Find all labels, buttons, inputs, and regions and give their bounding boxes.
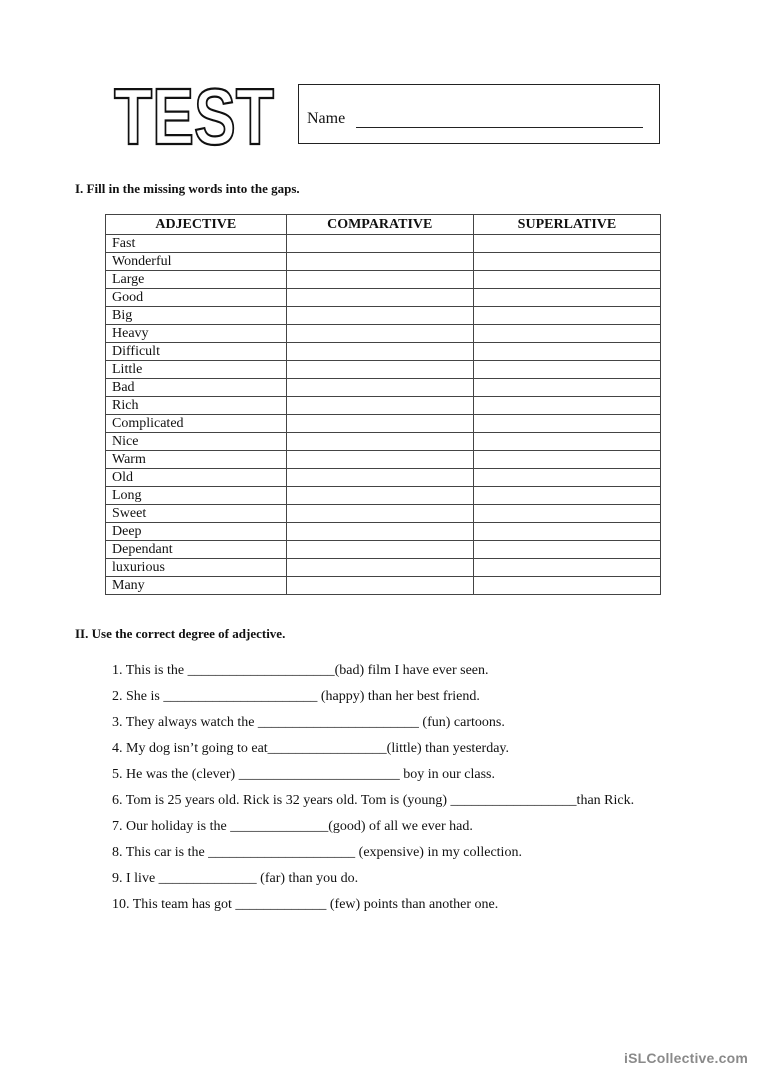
comparative-answer-cell[interactable] (286, 289, 473, 307)
sentence-item: 2. She is ______________________ (happy) than her best friend. (112, 689, 480, 704)
comparative-answer-cell[interactable] (286, 343, 473, 361)
comparative-answer-cell[interactable] (286, 415, 473, 433)
comparative-answer-cell[interactable] (286, 235, 473, 253)
adjective-cell: luxurious (106, 559, 287, 577)
superlative-answer-cell[interactable] (473, 451, 660, 469)
comparative-answer-cell[interactable] (286, 523, 473, 541)
comparative-answer-cell[interactable] (286, 487, 473, 505)
table-row (106, 271, 661, 289)
superlative-answer-cell[interactable] (473, 433, 660, 451)
sentence-item: 6. Tom is 25 years old. Rick is 32 years old. Tom is (young) __________________than Rick. (112, 793, 635, 808)
table-row (106, 361, 661, 379)
table-row (106, 433, 661, 451)
adjective-cell: Old (106, 469, 287, 487)
table-row (106, 253, 661, 271)
table-row (106, 523, 661, 541)
adjective-cell: Long (106, 487, 287, 505)
table-row (106, 289, 661, 307)
table-row (106, 541, 661, 559)
comparative-answer-cell[interactable] (286, 397, 473, 415)
adjective-cell: Deep (106, 523, 287, 541)
test-title-text: TEST (114, 72, 275, 161)
superlative-answer-cell[interactable] (473, 397, 660, 415)
superlative-answer-cell[interactable] (473, 559, 660, 577)
column-header-adjective: ADJECTIVE (106, 215, 287, 235)
adjective-cell: Fast (106, 235, 287, 253)
adjective-cell: Difficult (106, 343, 287, 361)
superlative-answer-cell[interactable] (473, 379, 660, 397)
comparative-answer-cell[interactable] (286, 325, 473, 343)
table-row (106, 487, 661, 505)
table-header-row (106, 215, 661, 235)
superlative-answer-cell[interactable] (473, 289, 660, 307)
table-row (106, 469, 661, 487)
adjective-cell: Sweet (106, 505, 287, 523)
table-row (106, 559, 661, 577)
adjective-cell: Many (106, 577, 287, 595)
table-row (106, 325, 661, 343)
superlative-answer-cell[interactable] (473, 523, 660, 541)
adjective-cell: Bad (106, 379, 287, 397)
superlative-answer-cell[interactable] (473, 271, 660, 289)
superlative-answer-cell[interactable] (473, 325, 660, 343)
superlative-answer-cell[interactable] (473, 487, 660, 505)
sentence-item: 9. I live ______________ (far) than you do. (112, 871, 359, 886)
adjective-cell: Complicated (106, 415, 287, 433)
sentence-item: 4. My dog isn’t going to eat_________________(little) than yesterday. (112, 741, 510, 756)
sentence-item: 1. This is the _____________________(bad) film I have ever seen. (112, 663, 489, 678)
comparative-answer-cell[interactable] (286, 451, 473, 469)
table-row (106, 451, 661, 469)
superlative-answer-cell[interactable] (473, 361, 660, 379)
table-row (106, 307, 661, 325)
column-header-comparative: COMPARATIVE (286, 215, 473, 235)
test-title (110, 72, 278, 161)
comparative-answer-cell[interactable] (286, 577, 473, 595)
superlative-answer-cell[interactable] (473, 235, 660, 253)
name-box (298, 84, 660, 144)
table-row (106, 505, 661, 523)
superlative-answer-cell[interactable] (473, 343, 660, 361)
section-2-heading: II. Use the correct degree of adjective. (75, 626, 286, 641)
superlative-answer-cell[interactable] (473, 415, 660, 433)
sentence-item: 5. He was the (clever) _______________________ boy in our class. (112, 767, 495, 782)
superlative-answer-cell[interactable] (473, 469, 660, 487)
adjective-cell: Heavy (106, 325, 287, 343)
sentence-item: 7. Our holiday is the ______________(good) of all we ever had. (112, 819, 473, 834)
adjective-cell: Wonderful (106, 253, 287, 271)
column-header-superlative: SUPERLATIVE (473, 215, 660, 235)
table-row (106, 343, 661, 361)
comparative-answer-cell[interactable] (286, 505, 473, 523)
adjective-cell: Large (106, 271, 287, 289)
comparative-answer-cell[interactable] (286, 361, 473, 379)
comparative-answer-cell[interactable] (286, 307, 473, 325)
comparative-answer-cell[interactable] (286, 559, 473, 577)
watermark: iSLCollective.com (624, 1050, 748, 1066)
comparative-answer-cell[interactable] (286, 271, 473, 289)
adjective-cell: Good (106, 289, 287, 307)
superlative-answer-cell[interactable] (473, 577, 660, 595)
adjective-cell: Little (106, 361, 287, 379)
comparative-answer-cell[interactable] (286, 469, 473, 487)
table-row (106, 415, 661, 433)
name-label: Name (307, 110, 346, 127)
comparative-answer-cell[interactable] (286, 379, 473, 397)
table-row (106, 379, 661, 397)
adjective-cell: Warm (106, 451, 287, 469)
sentence-item: 10. This team has got _____________ (few) points than another one. (112, 897, 499, 912)
superlative-answer-cell[interactable] (473, 307, 660, 325)
sentence-item: 3. They always watch the _______________________ (fun) cartoons. (112, 715, 505, 730)
adjective-table (105, 214, 661, 595)
name-input-line[interactable] (356, 127, 643, 128)
table-row (106, 577, 661, 595)
adjective-cell: Nice (106, 433, 287, 451)
section-1-heading: I. Fill in the missing words into the gaps. (75, 181, 300, 196)
sentence-item: 8. This car is the _____________________ (expensive) in my collection. (112, 845, 522, 860)
superlative-answer-cell[interactable] (473, 541, 660, 559)
sentence-list (112, 661, 634, 921)
comparative-answer-cell[interactable] (286, 541, 473, 559)
adjective-cell: Dependant (106, 541, 287, 559)
superlative-answer-cell[interactable] (473, 253, 660, 271)
comparative-answer-cell[interactable] (286, 433, 473, 451)
adjective-cell: Rich (106, 397, 287, 415)
table-row (106, 397, 661, 415)
table-row (106, 235, 661, 253)
adjective-cell: Big (106, 307, 287, 325)
superlative-answer-cell[interactable] (473, 505, 660, 523)
comparative-answer-cell[interactable] (286, 253, 473, 271)
